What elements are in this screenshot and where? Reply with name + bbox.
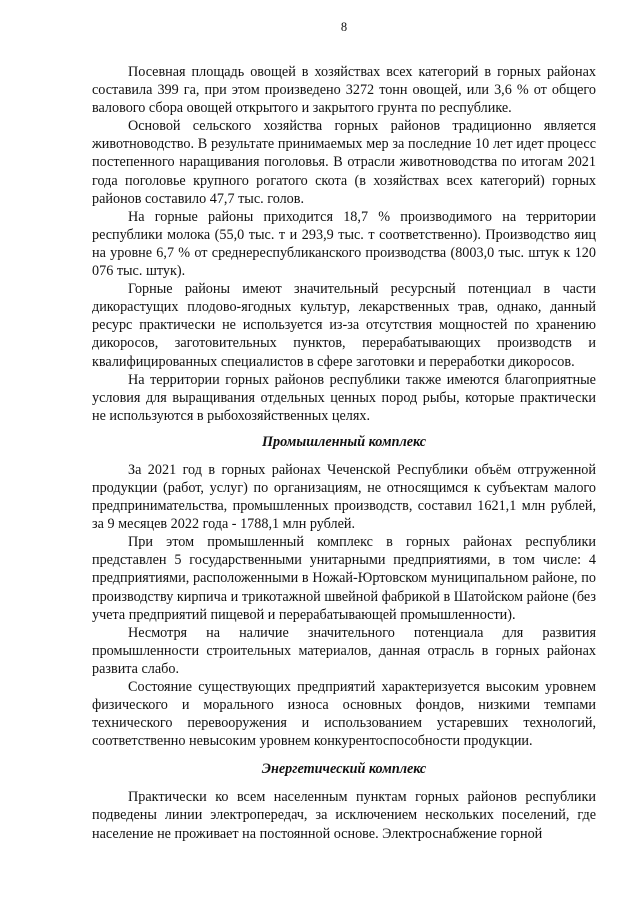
paragraph-building-materials: Несмотря на наличие значительного потенциала для развития промышленности строительных материалов, данная отрасль в горных районах развита слабо. — [92, 624, 596, 677]
paragraph-wild-plants: Горные районы имеют значительный ресурсный потенциал в части дикорастущих плодово-ягодных культур, лекарственных трав, однако, данный ресурс практически не используется из-за отсутствия мощностей по хранению дикоросов, заготовительных пунктов, перерабатывающих производств и квалифицированных специалистов в сфере заготовки и переработки дикоросов. — [92, 281, 596, 370]
paragraph-milk-eggs: На горные районы приходится 18,7 % производимого на территории республики молока (55,0 тыс. т и 293,9 тыс. т соответственно). Производство яиц на уровне 6,7 % от среднереспубликанского производства (8003,0 тыс. штук к 120 076 тыс. штук). — [92, 208, 596, 280]
paragraph-power-lines: Практически ко всем населенным пунктам горных районов республики подведены линии электропередач, за исключением нескольких поселений, где население не проживает на постоянной основе. Электроснабжение горной — [92, 789, 596, 842]
paragraph-fish: На территории горных районов республики также имеются благоприятные условия для выращивания отдельных ценных пород рыбы, которые практически не используются в рыбохозяйственных целях. — [92, 371, 596, 424]
paragraph-vegetables: Посевная площадь овощей в хозяйствах всех категорий в горных районах составила 399 га, при этом произведено 3272 тонн овощей, или 3,6 % от общего валового сбора овощей открытого и закрытого грунта по республике. — [92, 64, 596, 117]
page-number: 8 — [340, 20, 348, 34]
paragraph-industry-enterprises: При этом промышленный комплекс в горных районах республики представлен 5 государственными унитарными предприятиями, в том числе: 4 предприятиями, расположенными в Ножай-Юртовском муниципальном районе, по производству кирпича и трикотажной швейной фабрикой в Шатойском районе (без учета предприятий пищевой и перерабатывающей промышленности). — [92, 534, 596, 623]
paragraph-industry-output: За 2021 год в горных районах Чеченской Республики объём отгруженной продукции (работ, услуг) по организациям, не относящимся к субъектам малого предпринимательства, промышленных производств, составил 1621,1 млн рублей, за 9 месяцев 2022 года - 1788,1 млн рублей. — [92, 461, 596, 533]
paragraph-enterprise-condition: Состояние существующих предприятий характеризуется высоким уровнем физического и морального износа основных фондов, низкими темпами технического перевооружения и использованием устаревших технологий, соответственно невысоким уровнем конкурентоспособности продукции. — [92, 679, 596, 750]
paragraph-livestock: Основой сельского хозяйства горных районов традиционно является животноводство. В результате принимаемых мер за последние 10 лет идет процесс постепенного наращивания поголовья. В отрасли животноводства по итогам 2021 года поголовье крупного рогатого скота (в хозяйствах всех категорий) горных районов составило 47,7 тыс. голов. — [92, 118, 596, 207]
section-heading-industry: Промышленный комплекс — [261, 433, 426, 450]
section-heading-energy: Энергетический комплекс — [261, 761, 427, 778]
